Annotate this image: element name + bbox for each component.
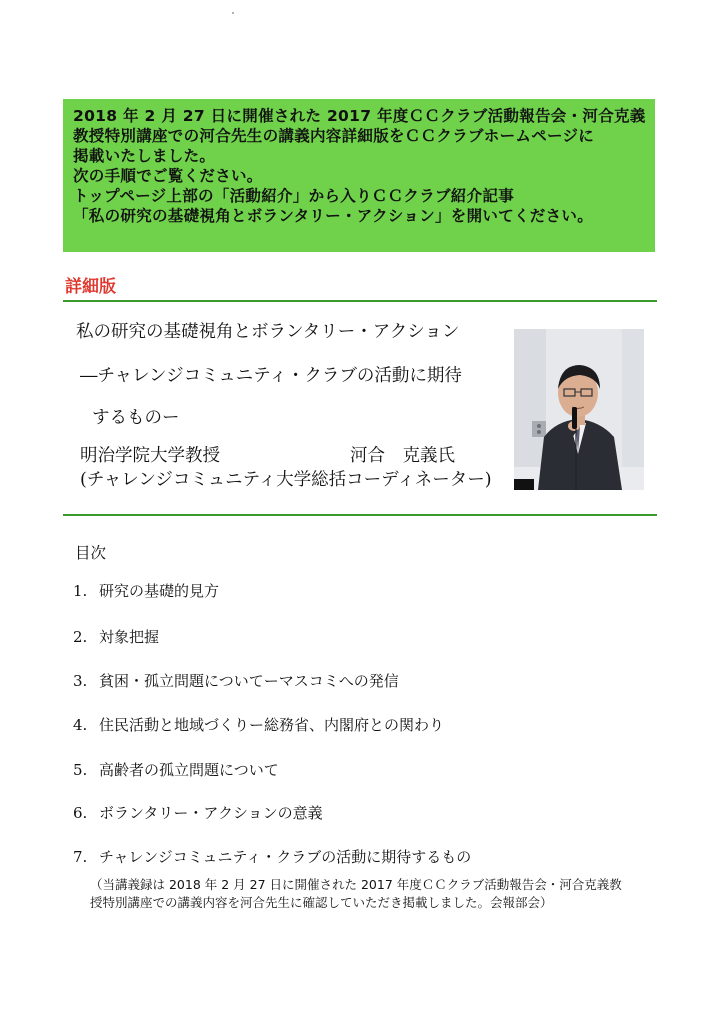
toc-item-text: ボランタリー・アクションの意義 (99, 804, 323, 822)
toc-item (73, 802, 323, 823)
announcement-line: トップページ上部の「活動紹介」から入りＣＣクラブ紹介記事 (73, 187, 515, 205)
toc-item (73, 714, 444, 735)
toc-item-number: 1. (73, 582, 88, 600)
toc-item-number: 3. (73, 672, 88, 690)
toc-item-text: 貧困・孤立問題についてーマスコミへの発信 (99, 672, 399, 690)
announcement-line: 教授特別講座での河合先生の講義内容詳細版をＣＣクラブホームページに (73, 127, 595, 145)
speaker-name: 河合 克義氏 (350, 446, 455, 466)
toc-item-number: 2. (73, 628, 88, 646)
speaker-role: (チャレンジコミュニティ大学総括コーディネーター) (80, 470, 492, 490)
toc-item (73, 670, 399, 691)
toc-item-number: 5. (73, 761, 88, 779)
announcement-box (63, 99, 655, 252)
lecture-title: 私の研究の基礎視角とボランタリー・アクション (76, 322, 460, 342)
toc-item (73, 626, 159, 647)
toc-item (73, 759, 279, 780)
toc-item-text: 住民活動と地域づくりー総務省、内閣府との関わり (99, 716, 445, 734)
announcement-line: 「私の研究の基礎視角とボランタリー・アクション」を開いてください。 (73, 207, 594, 225)
bottom-divider (63, 514, 657, 516)
speaker-row (80, 442, 500, 467)
toc-item-number: 4. (73, 716, 88, 734)
section-label: 詳細版 (65, 277, 116, 297)
toc-item (73, 580, 219, 601)
toc-item-text: 高齢者の孤立問題について (99, 761, 279, 779)
top-divider (63, 300, 657, 302)
footnote-line: （当講義録は 2018 年 2 月 27 日に開催された 2017 年度ＣＣクラブ活動報告会・河合克義教 (90, 877, 622, 892)
announcement-line: 次の手順でご覧ください。 (73, 167, 263, 185)
toc-item-number: 7. (73, 848, 88, 866)
footnote (90, 876, 690, 912)
speaker-affiliation: 明治学院大学教授 (80, 446, 220, 466)
scan-speck (232, 12, 234, 14)
toc-item-number: 6. (73, 804, 88, 822)
announcement-line: 2018 年 2 月 27 日に開催された 2017 年度ＣＣクラブ活動報告会・河合克義 (73, 107, 646, 125)
toc-item-text: 対象把握 (99, 628, 160, 646)
toc-item-text: 研究の基礎的見方 (99, 582, 220, 600)
toc-heading: 目次 (75, 544, 107, 562)
speaker-photo (514, 329, 644, 490)
announcement-line: 掲載いたしました。 (73, 147, 216, 165)
footnote-line: 授特別講座での講義内容を河合先生に確認していただき掲載しました。会報部会） (90, 895, 553, 910)
lecture-subtitle-continued: するものー (92, 408, 180, 428)
lecture-subtitle: ―チャレンジコミュニティ・クラブの活動に期待 (80, 366, 462, 386)
toc-item (73, 846, 471, 867)
toc-item-text: チャレンジコミュニティ・クラブの活動に期待するもの (99, 848, 472, 866)
